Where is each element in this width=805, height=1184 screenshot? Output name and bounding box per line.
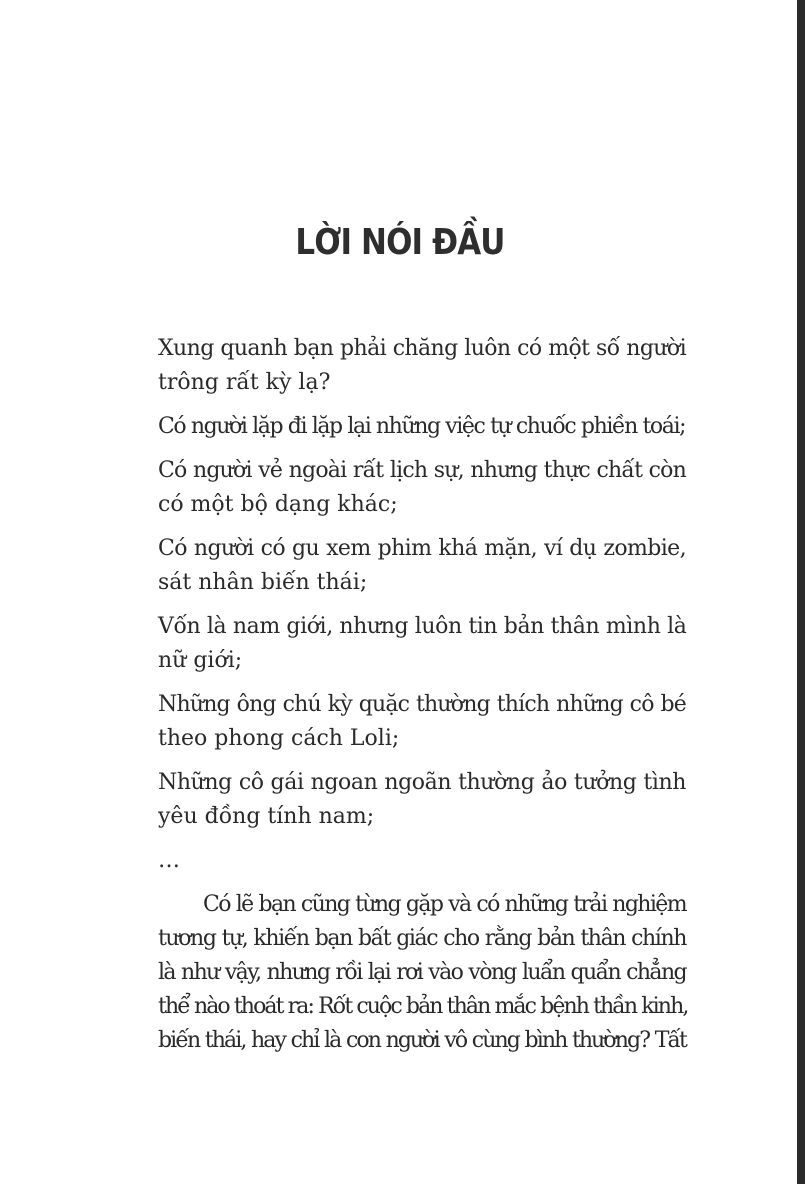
stanza: [158, 610, 686, 678]
ellipsis: …: [158, 848, 180, 873]
stanza: [158, 332, 686, 400]
chapter-heading: LỜI NÓI ĐẦU: [295, 222, 505, 263]
text-line: trông rất kỳ lạ?: [158, 370, 331, 395]
text-line: Có lẽ bạn cũng từng gặp và có những trải nghiệm: [203, 892, 686, 917]
text-line: Có người có gu xem phim khá mặn, ví dụ zombie,: [158, 536, 686, 561]
text-line: Vốn là nam giới, nhưng luôn tin bản thân mình là: [158, 614, 687, 639]
stanza: [158, 766, 686, 834]
text-line: yêu đồng tính nam;: [158, 804, 375, 829]
text-line: sát nhân biến thái;: [158, 570, 368, 595]
text-line: Có người lặp đi lặp lại những việc tự chuốc phiền toái;: [158, 414, 686, 439]
text-line: Xung quanh bạn phải chăng luôn có một số người: [158, 336, 686, 361]
text-line: tương tự, khiến bạn bất giác cho rằng bản thân chính: [158, 926, 686, 951]
text-line: Những cô gái ngoan ngoãn thường ảo tưởng tình: [158, 770, 686, 795]
text-line: theo phong cách Loli;: [158, 726, 400, 751]
text-line: Có người vẻ ngoài rất lịch sự, nhưng thực chất còn: [158, 458, 686, 483]
text-line: là như vậy, nhưng rồi lại rơi vào vòng luẩn quẩn chẳng: [158, 960, 686, 985]
stanza: [158, 454, 686, 522]
stanza: [158, 688, 686, 756]
text-line: thể nào thoát ra: Rốt cuộc bản thân mắc bệnh thần kinh,: [158, 994, 688, 1019]
paragraph: [113, 888, 686, 1058]
body-text: [113, 332, 686, 1058]
stanza: [158, 532, 686, 600]
text-line: biến thái, hay chỉ là con người vô cùng bình thường? Tất: [158, 1028, 686, 1053]
stanza: [158, 410, 686, 444]
text-line: có một bộ dạng khác;: [158, 492, 398, 517]
text-line: Những ông chú kỳ quặc thường thích những cô bé: [158, 692, 686, 717]
page-edge: [797, 0, 805, 1184]
text-line: nữ giới;: [158, 648, 243, 673]
